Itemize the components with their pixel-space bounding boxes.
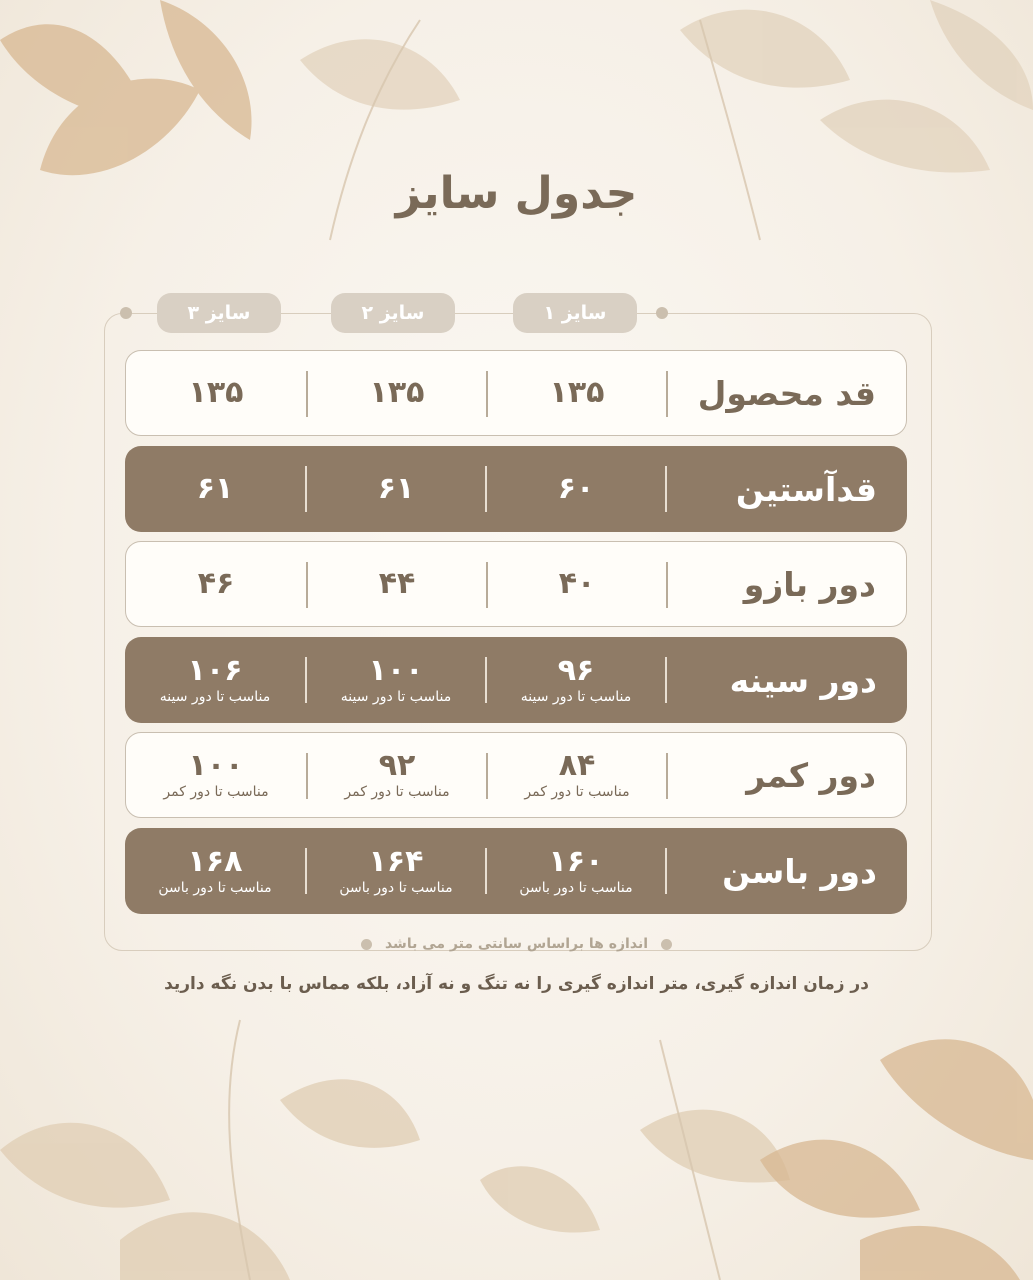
units-footnote-text: اندازه ها براساس سانتی متر می باشد [384,936,649,952]
row-arm-circumference [125,541,907,627]
cell-size-1 [487,637,665,723]
row-label: قدآستین [735,469,877,509]
row-label: دور سینه [729,660,877,700]
value: ۱۶۸ [187,844,243,879]
bullet-dot [361,939,372,950]
fit-note: مناسب تا دور سینه [520,689,632,705]
fit-note: مناسب تا دور باسن [519,880,633,896]
fit-note: مناسب تا دور سینه [340,689,452,705]
size-header-1: سایز ۱ [513,293,637,333]
row-waist-circumference [125,732,907,818]
cell-size-2 [308,733,486,817]
value: ۶۱ [196,471,234,506]
cell-size-2 [307,446,485,532]
bullet-dot [661,939,672,950]
fit-note: مناسب تا دور کمر [163,784,269,800]
value: ۱۳۵ [369,375,425,410]
value: ۱۳۵ [188,375,244,410]
measurement-instruction: در زمان اندازه گیری، متر اندازه گیری را نه تنگ و نه آزاد، بلکه مماس با بدن نگه دارید [164,974,869,994]
value: ۴۰ [558,566,596,601]
units-footnote [0,936,1033,952]
cell-size-1 [488,542,666,626]
value: ۴۶ [197,566,235,601]
divider [665,848,667,894]
value: ۴۴ [378,566,416,601]
divider [666,562,668,608]
frame-dot-right [656,307,668,319]
value: ۹۶ [557,653,595,688]
frame-dot-left [120,307,132,319]
fit-note: مناسب تا دور باسن [339,880,453,896]
cell-size-2 [308,542,486,626]
cell-size-3 [126,733,306,817]
fit-note: مناسب تا دور باسن [158,880,272,896]
cell-size-1 [487,828,665,914]
value: ۱۶۴ [368,844,424,879]
row-chest-circumference [125,637,907,723]
value: ۱۶۰ [548,844,604,879]
divider [665,657,667,703]
page-title: جدول سایز [395,168,638,219]
row-label: قد محصول [697,373,876,413]
fit-note: مناسب تا دور سینه [159,689,271,705]
row-hip-circumference [125,828,907,914]
cell-size-2 [307,637,485,723]
row-label: دور باسن [722,851,877,891]
size-header-2: سایز ۲ [331,293,455,333]
value: ۱۳۵ [549,375,605,410]
cell-size-1 [487,446,665,532]
value: ۹۲ [378,748,416,783]
cell-size-3 [126,542,306,626]
divider [666,753,668,799]
cell-size-3 [126,351,306,435]
cell-size-3 [125,828,305,914]
cell-size-1 [488,351,666,435]
cell-size-2 [308,351,486,435]
value: ۶۰ [557,471,595,506]
cell-size-1 [488,733,666,817]
size-header-3: سایز ۳ [157,293,281,333]
divider [665,466,667,512]
fit-note: مناسب تا دور کمر [344,784,450,800]
divider [666,371,668,417]
row-sleeve-length [125,446,907,532]
cell-size-3 [125,637,305,723]
value: ۸۴ [558,748,596,783]
value: ۱۰۰ [188,748,244,783]
cell-size-3 [125,446,305,532]
row-label: دور بازو [743,564,876,604]
value: ۱۰۶ [187,653,243,688]
value: ۱۰۰ [368,653,424,688]
fit-note: مناسب تا دور کمر [524,784,630,800]
cell-size-2 [307,828,485,914]
row-product-length [125,350,907,436]
row-label: دور کمر [746,755,876,795]
value: ۶۱ [377,471,415,506]
